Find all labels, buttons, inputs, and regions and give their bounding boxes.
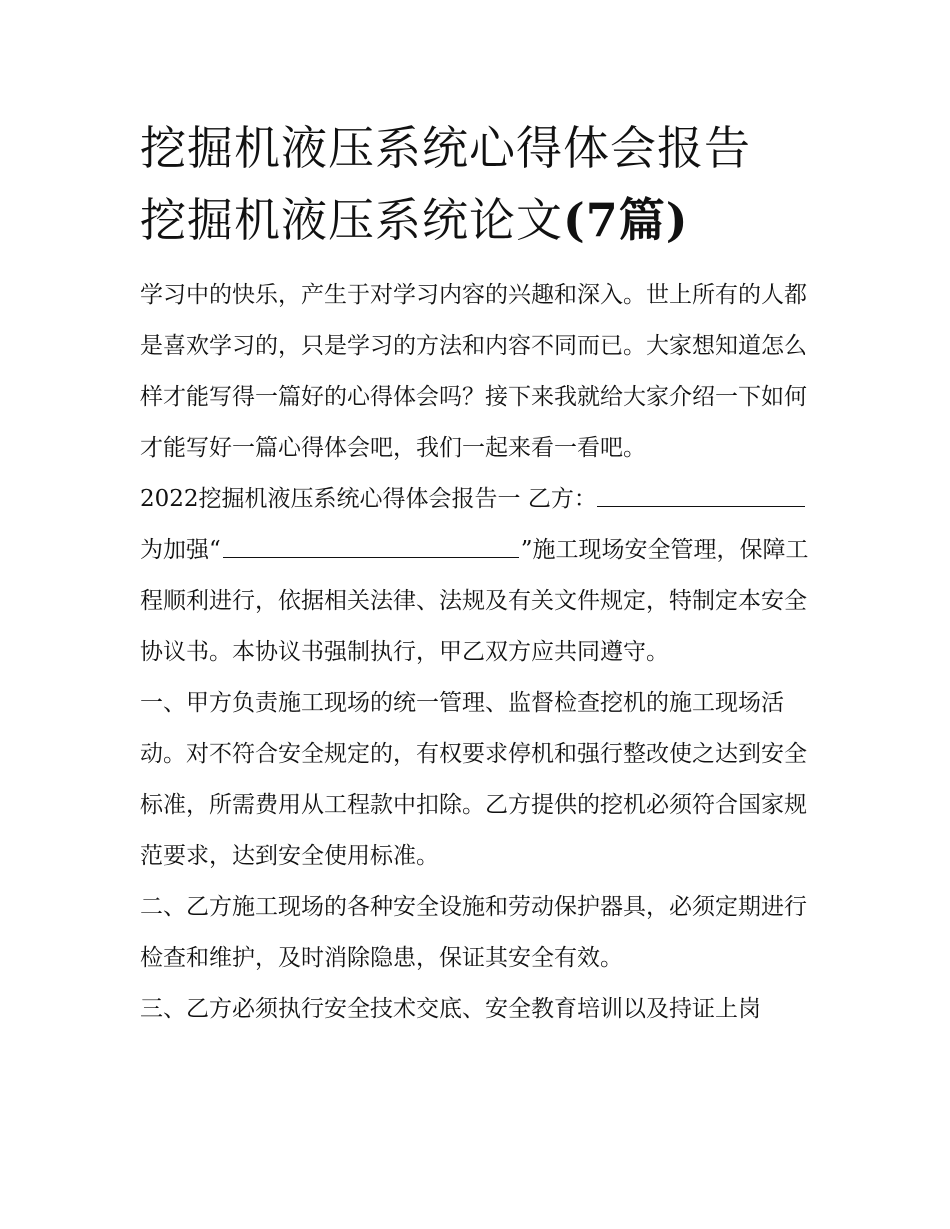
title-line-1: 挖掘机液压系统心得体会报告: [140, 121, 751, 175]
title-line-2: 挖掘机液压系统论文: [140, 193, 563, 247]
section-heading: [140, 474, 820, 525]
document-content: [140, 112, 820, 1035]
document-title: [140, 112, 820, 256]
clause-1-paragraph: 一、甲方负责施工现场的统一管理、监督检查挖机的施工现场活动。对不符合安全规定的，有权要求停机和强行整改使之达到安全标准，所需费用从工程款中扣除。乙方提供的挖机必须符合国家规范要求，达到安全使用标准。: [140, 690, 807, 869]
section-heading-text: 2022挖掘机液压系统心得体会报告一 乙方：: [140, 486, 597, 512]
title-count: (7篇): [563, 193, 689, 247]
party-b-blank-line: [597, 484, 805, 507]
purpose-prefix: 为加强“: [140, 537, 221, 563]
clause-2-paragraph: 二、乙方施工现场的各种安全设施和劳动保护器具，必须定期进行检查和维护，及时消除隐患，保证其安全有效。: [140, 894, 807, 971]
purpose-paragraph: [140, 525, 820, 678]
clause-3-paragraph: 三、乙方必须执行安全技术交底、安全教育培训以及持证上岗: [140, 996, 761, 1022]
project-name-blank-line: [223, 535, 519, 558]
document-body: [140, 270, 820, 1035]
purpose-suffix: ”施工现场安全管理，保障工程顺利进行，依据相关法律、法规及有关文件规定，特制定本安全协议书。本协议书强制执行，甲乙双方应共同遵守。: [140, 537, 809, 665]
intro-paragraph: 学习中的快乐，产生于对学习内容的兴趣和深入。世上所有的人都是喜欢学习的，只是学习的方法和内容不同而已。大家想知道怎么样才能写得一篇好的心得体会吗？接下来我就给大家介绍一下如何才能写好一篇心得体会吧，我们一起来看一看吧。: [140, 282, 807, 461]
